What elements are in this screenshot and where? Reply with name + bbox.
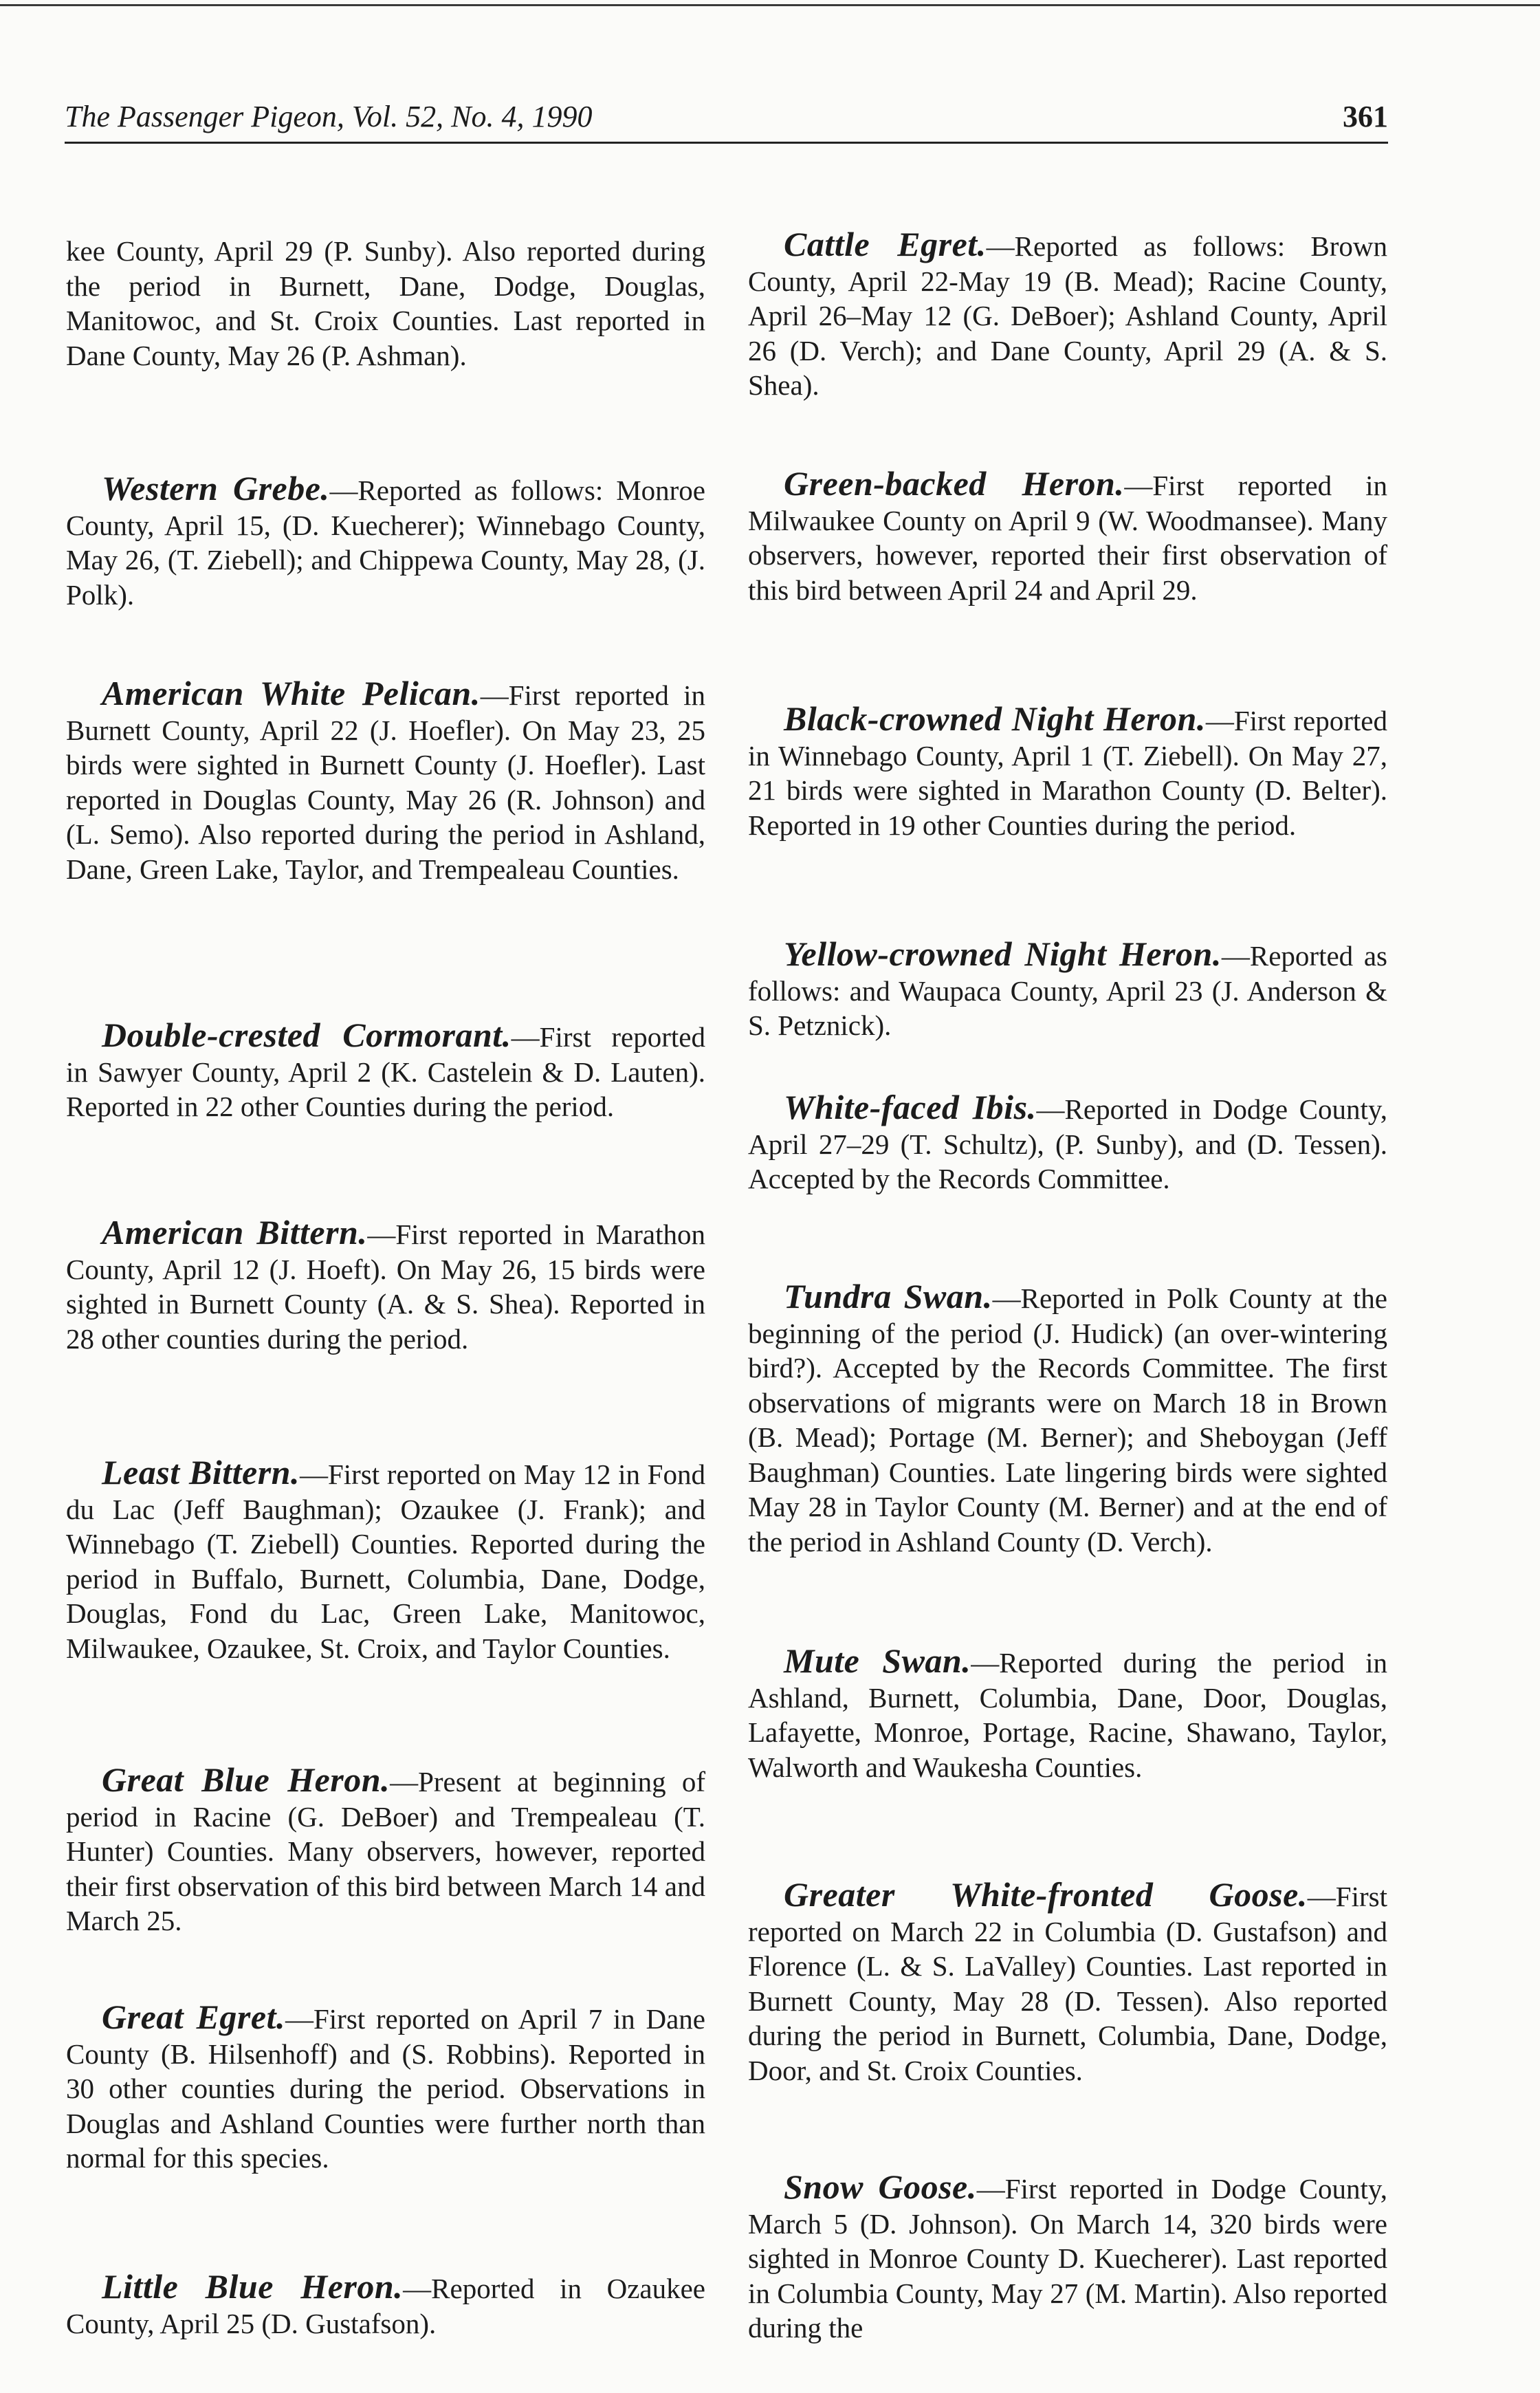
species-text: —Reported as follows: Brown County, April 22-May 19 (B. Mead); Racine County, April 26–May 12 (G. DeBoer); Ashland County, April 26 (D. Verch); and Dane County, April 29 (A. & S. Shea). [748,230,1387,401]
species-name: Great Blue Heron. [102,1760,390,1799]
species-account [748,937,1387,1043]
species-account [748,1877,1387,2088]
species-account [748,466,1387,607]
species-account [748,1090,1387,1196]
species-text: —First reported in Marathon County, April 12 (J. Hoeft). On May 26, 15 birds were sighted in Burnett County (A. & S. Shea). Reported in 28 other counties during the period. [66,1219,706,1355]
species-text: —First reported on May 12 in Fond du Lac (Jeff Baughman); Ozaukee (J. Frank); and Winnebago (T. Ziebell) Counties. Reported during the period in Buffalo, Burnett, Columbia, Dane, Dodge, Douglas, Fond du Lac, Green Lake, Manitowoc, Milwaukee, Ozaukee, St. Croix, and Taylor Counties. [66,1458,705,1664]
species-name: American White Pelican. [102,674,481,712]
species-name: Great Egret. [102,1998,285,2036]
species-text: —First reported in Winnebago County, April 1 (T. Ziebell). On May 27, 21 birds were sighted in Marathon County (D. Belter). Reported in 19 other Counties during the period. [748,705,1387,841]
species-name: Tundra Swan. [784,1277,993,1315]
species-name: White-faced Ibis. [784,1088,1037,1126]
page-number: 361 [1343,100,1388,133]
running-header [65,96,1388,144]
species-account [748,1643,1387,1784]
species-name: Green-backed Heron. [784,464,1125,503]
species-name: Cattle Egret. [784,225,987,263]
species-text: —Reported in Ozaukee County, April 25 (D. Gustafson). [66,2273,705,2339]
continuation-paragraph: kee County, April 29 (P. Sunby). Also reported during the period in Burnett, Dane, Dodge, Douglas, Manitowoc, and St. Croix Counties. Last reported in Dane County, May 26 (P. Ashman). [66,235,705,371]
species-text: —First reported on March 22 in Columbia (D. Gustafson) and Florence (L. & S. LaValley) Counties. Last reported in Burnett County, May 28 (D. Tessen). Also reported during the period in Burnett, Columbia, Dane, Dodge, Door, and St. Croix Counties. [748,1881,1387,2086]
species-account [66,1018,705,1124]
species-name: Snow Goose. [784,2167,977,2206]
species-name: Double-crested Cormorant. [102,1016,512,1054]
species-name: Greater White-fronted Goose. [784,1875,1308,1914]
species-text: —Reported in Polk County at the beginning of the period (J. Hudick) (an over-wintering bird?). Accepted by the Records Committee. The first observations of migrants were on March 18 in Brown (B. Mead); Portage (M. Berner); and Sheboygan (Jeff Baughman) Counties. Late lingering birds were sighted May 28 in Taylor County (M. Berner) and at the end of the period in Ashland County (D. Verch). [748,1282,1387,1558]
species-name: Mute Swan. [784,1641,971,1680]
species-account [66,471,705,612]
species-text: —Reported as follows: Monroe County, April 15, (D. Kuecherer); Winnebago County, May 26, (T. Ziebell); and Chippewa County, May 28, (J. Polk). [66,474,706,611]
species-account [748,2167,1387,2346]
species-account [748,1279,1387,1559]
species-name: Western Grebe. [102,469,330,507]
species-name: American Bittern. [102,1213,368,1252]
species-text: —First reported on April 7 in Dane County (B. Hilsenhoff) and (S. Robbins). Reported in 30 other counties during the period. Observations in Douglas and Ashland Counties were further north than normal for this species. [66,2003,705,2174]
species-text: —Reported in Dodge County, April 27–29 (T. Schultz), (P. Sunby), and (D. Tessen). Accepted by the Records Committee. [748,1093,1388,1194]
journal-title: The Passenger Pigeon, Vol. 52, No. 4, 1990 [65,100,593,133]
species-account [66,1215,705,1356]
species-text: —First reported in Milwaukee County on April 9 (W. Woodmansee). Many observers, however, reported their first observation of this bird between April 24 and April 29. [748,470,1387,606]
species-text: —First reported in Sawyer County, April 2 (K. Castelein & D. Lauten). Reported in 22 other Counties during the period. [66,1021,705,1122]
page-top-rule [0,4,1540,6]
species-account [748,701,1387,842]
species-account [66,676,705,886]
species-name: Least Bittern. [102,1453,300,1491]
species-name: Black-crowned Night Heron. [784,699,1206,738]
species-text: —Reported during the period in Ashland, Burnett, Columbia, Dane, Door, Douglas, Lafayette, Monroe, Portage, Racine, Shawano, Taylor, Walworth and Waukesha Counties. [748,1647,1387,1783]
species-text: —First reported in Dodge County, March 5 (D. Johnson). On March 14, 320 birds were sighted in Monroe County D. Kuecherer). Last reported in Columbia County, May 27 (M. Martin). Also reported during the [748,2173,1387,2343]
species-account [66,2000,705,2176]
species-name: Little Blue Heron. [102,2267,404,2306]
species-account [66,2269,705,2341]
species-text: —First reported in Burnett County, April 22 (J. Hoefler). On May 23, 25 birds were sighted in Burnett County (J. Hoefler). Last reported in Douglas County, May 26 (R. Johnson) and (L. Semo). Also reported during the period in Ashland, Dane, Green Lake, Taylor, and Trempealeau Counties. [66,679,705,885]
species-name: Yellow-crowned Night Heron. [784,935,1222,973]
species-text: —Reported as follows: and Waupaca County, April 23 (J. Anderson & S. Petznick). [748,940,1387,1041]
species-account [66,1455,705,1665]
species-account [66,1762,705,1938]
species-text: —Present at beginning of period in Racine (G. DeBoer) and Trempealeau (T. Hunter) Counties. Many observers, however, reported their first observation of this bird between March 14 and March 25. [66,1766,705,1936]
species-account [748,227,1387,403]
